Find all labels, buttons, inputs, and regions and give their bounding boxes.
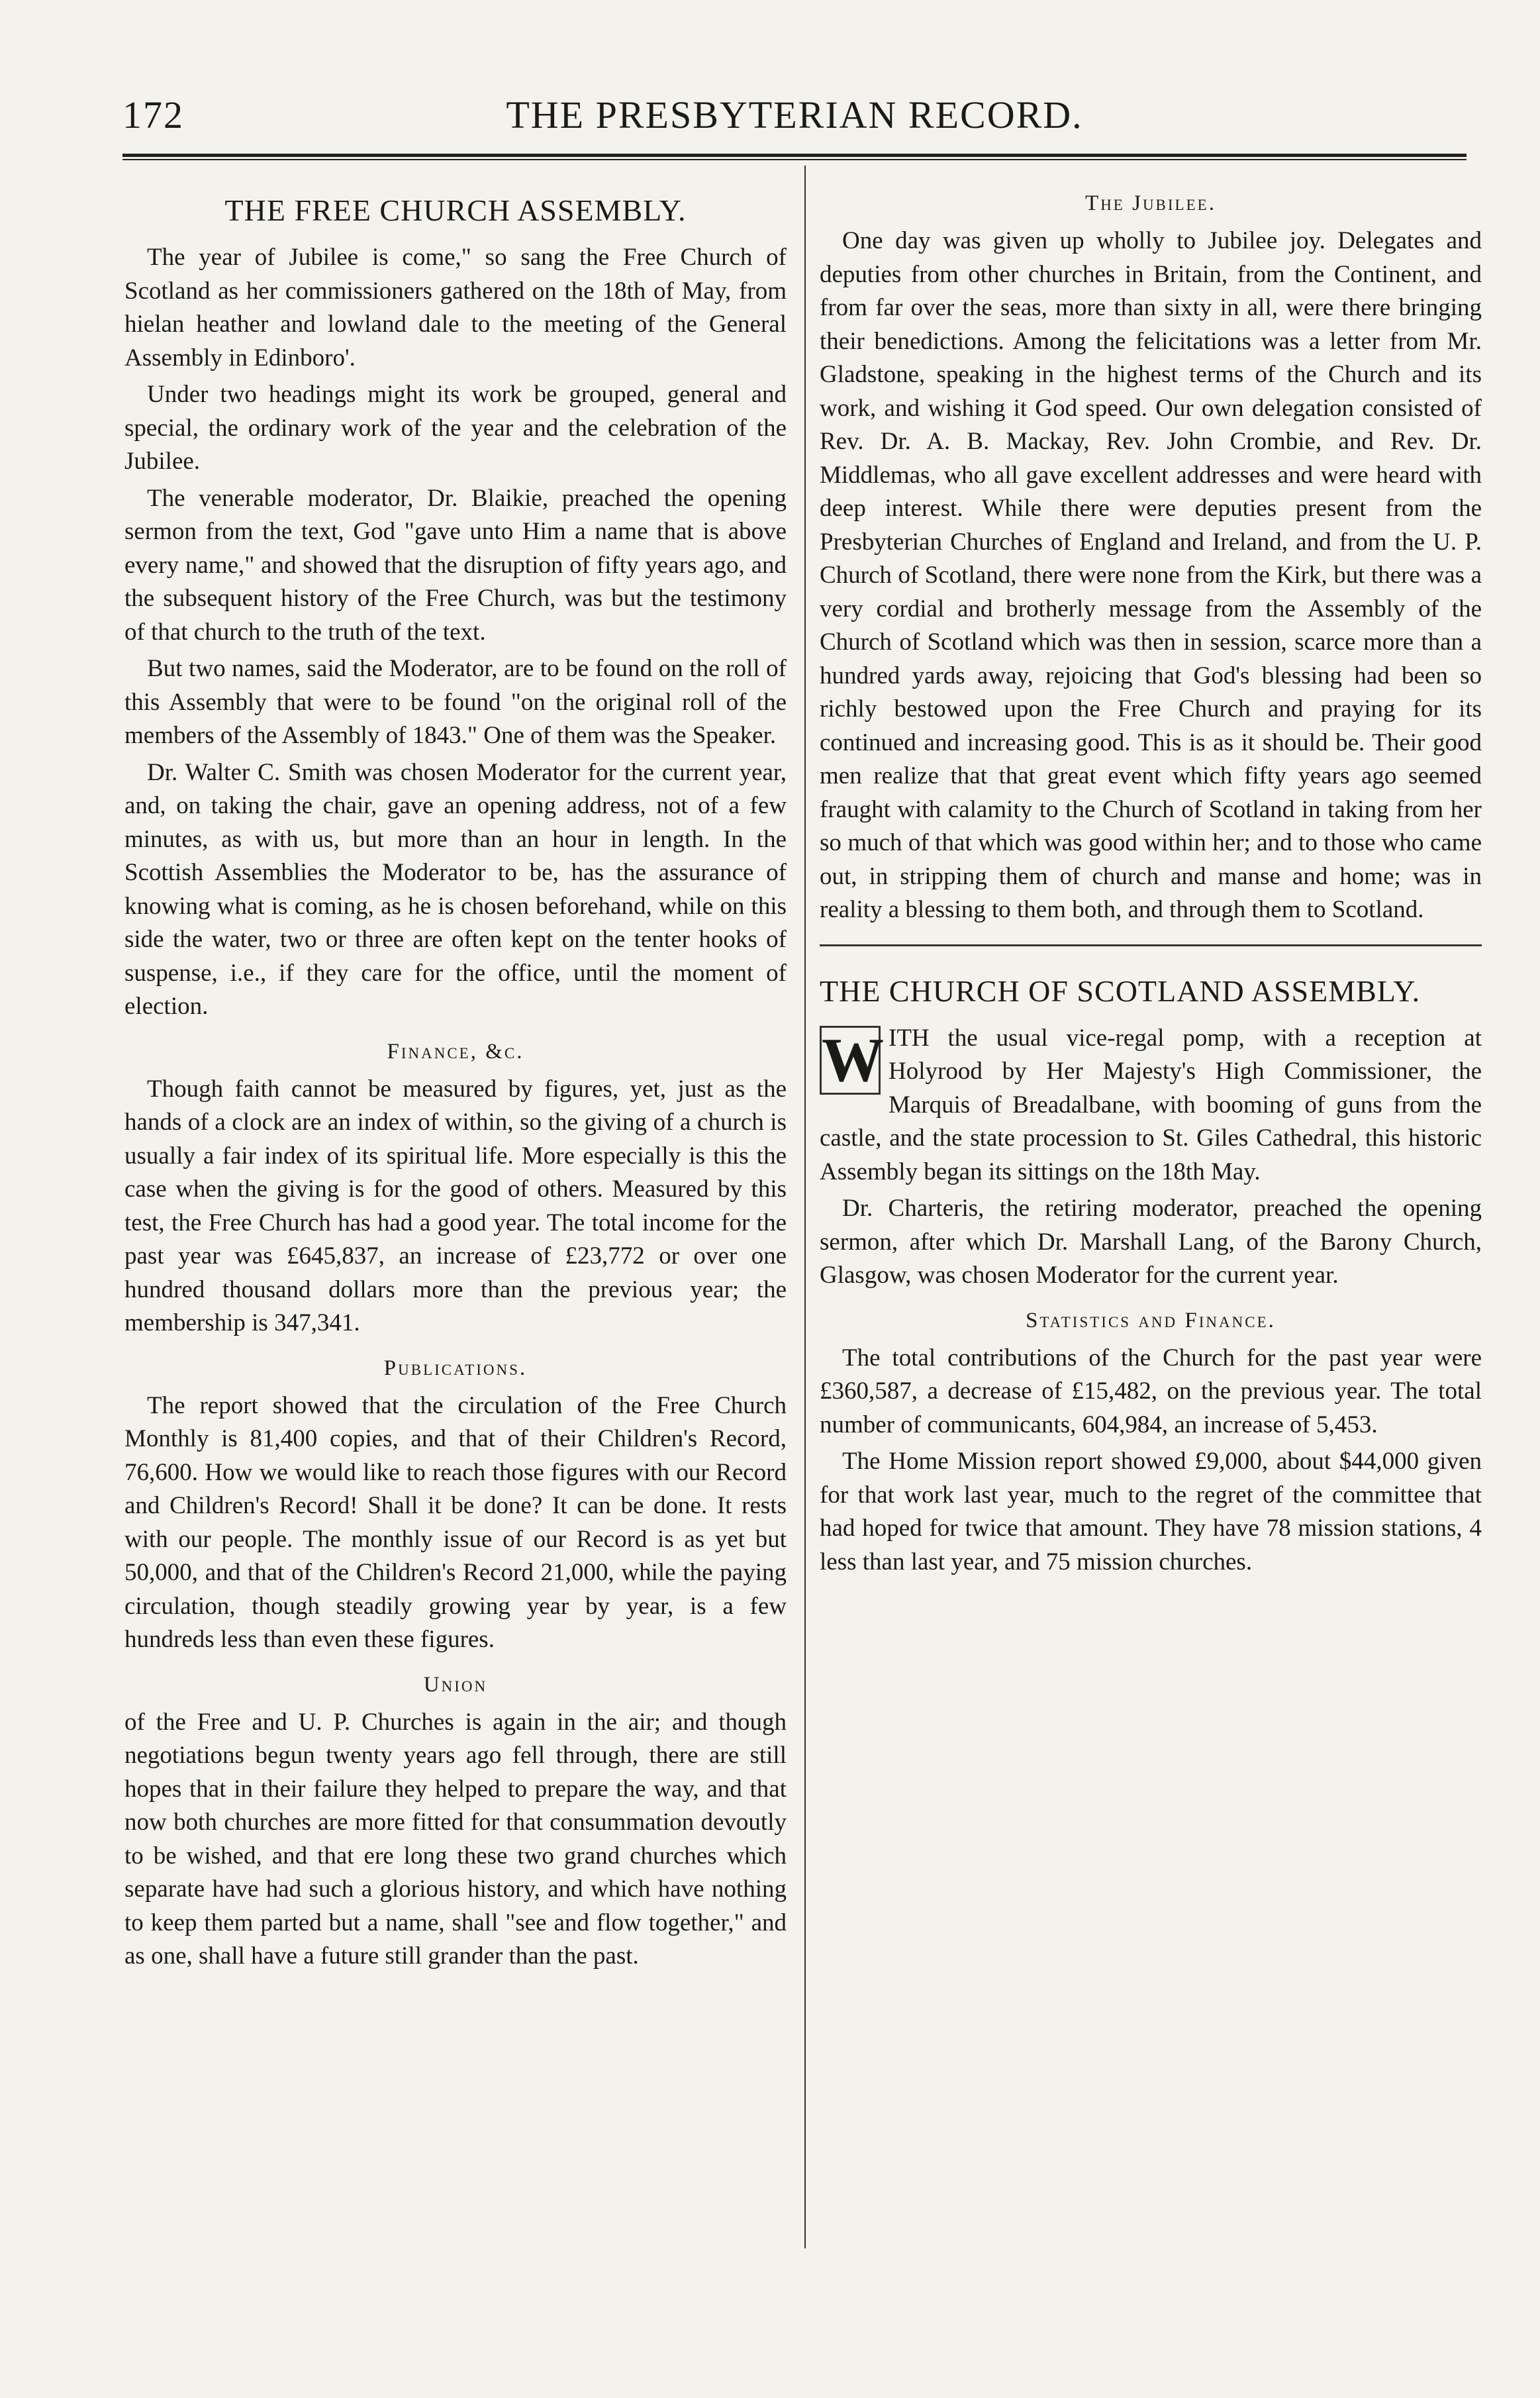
article-divider [820,944,1482,946]
paragraph-home-mission: The Home Mission report showed £9,000, about $44,000 given for that work last year, much to the regret of the committee that had hoped for twice that amount. They have 78 mission stations, 4 less than last year, and 75 mission churches. [820,1448,1482,1575]
paragraph-headings: Under two headings might its work be grouped, general and special, the ordinary work of the year and the celebration of the Jubilee. [124,381,787,475]
section-heading-finance: Finance, &c. [387,1039,524,1064]
paragraph-statistics: The total contributions of the Church for the past year were £360,587, a decrease of £15,482, on the previous year. The total number of communicants, 604,984, an increase of 5,453. [820,1344,1482,1438]
paragraph-jubilee-intro: The year of Jubilee is come," so sang the Free Church of Scotland as her commissioners gathered on the 18th of May, from hielan heather and lowland dale to the meeting of the General Assembly in Edinboro'. [124,244,787,372]
article-title-church-of-scotland: THE CHURCH OF SCOTLAND ASSEMBLY. [820,974,1421,1008]
left-column [124,192,787,1977]
running-title: THE PRESBYTERIAN RECORD. [506,93,1083,136]
drop-cap: W [820,1026,881,1095]
paragraph-moderator: Dr. Walter C. Smith was chosen Moderator for the current year, and, on taking the chair, gave an opening address, not of a few minutes, as with us, but more than an hour in length. In the Scottish Assemblies the Moderator to be, has the assurance of knowing what is coming, as he is chosen beforehand, while on this side the water, two or three are often kept on the tenter hooks of suspense, i.e., if they care for the office, until the moment of election. [124,758,787,1020]
paragraph-finance: Though faith cannot be measured by figures, yet, just as the hands of a clock are an index of within, so the giving of a church is usually a fair index of its spiritual life. More especially is this the case when the giving is for the good of others. Measured by this test, the Free Church has had a good year. The total income for the past year was £645,837, an increase of £23,772 or over one hundred thousand dollars more than the previous year; the membership is 347,341. [124,1075,787,1336]
column-divider [804,166,806,2248]
section-heading-publications: Publications. [383,1356,528,1380]
paragraph-two-names: But two names, said the Moderator, are to be found on the roll of this Assembly that were to be found "on the original roll of the members of the Assembly of 1843." One of them was the Speaker. [124,655,787,749]
paragraph-publications: The report showed that the circulation of the Free Church Monthly is 81,400 copies, and that of their Children's Record, 76,600. How we would like to reach those figures with our Record and Children's Record! Shall it be done? It can be done. It rests with our people. The monthly issue of our Record is as yet but 50,000, and that of the Children's Record 21,000, while the paying circulation, though steadily growing year by year, is a few hundreds less than even these figures. [124,1391,787,1653]
section-heading-jubilee: The Jubilee. [1085,191,1216,215]
paragraph-jubilee: One day was given up wholly to Jubilee joy. Delegates and deputies from other churches in Britain, from the Continent, and from far over the seas, more than sixty in all, were there bringing their benedictions. Among the felicitations was a letter from Mr. Gladstone, speaking in the highest terms of the Church and its work, and wishing it God speed. Our own delegation consisted of Rev. Dr. A. B. Mackay, Rev. John Crombie, and Rev. Dr. Middlemas, who all gave excellent addresses and were heard with deep interest. While there were deputies present from the Presbyterian Churches of England and Ireland, and from the U. P. Church of Scotland, there were none from the Kirk, but there was a very cordial and brotherly message from the Assembly of the Church of Scotland which was then in session, scarce more than a hundred yards away, rejoicing that God's blessing had been so richly bestowed upon the Free Church and praying for its continued and increasing good. This is as it should be. Their good men realize that that great event which fifty years ago seemed fraught with calamity to the Church of Scotland in taking from her so much of that which was good within her; and to those who came out, in stripping them of church and manse and home; was in reality a blessing to them both, and through them to Scotland. [820,227,1482,923]
section-heading-union: Union [423,1672,488,1697]
paragraph-union: of the Free and U. P. Churches is again in the air; and though negotiations begun twenty years ago fell through, there are still hopes that in their failure they helped to prepare the way, and that now both churches are more fitted for that consummation devoutly to be wished, and that ere long these two grand churches which separate have had such a glorious history, and which have nothing to keep them parted but a name, shall "see and flow together," and as one, shall have a future still grander than the past. [124,1708,787,1970]
page-number: 172 [122,93,184,136]
paragraph-charteris: Dr. Charteris, the retiring moderator, preached the opening sermon, after which Dr. Marshall Lang, of the Barony Church, Glasgow, was chosen Moderator for the current year. [820,1195,1482,1289]
paragraph-sermon: The venerable moderator, Dr. Blaikie, preached the opening sermon from the text, God "gave unto Him a name that is above every name," and showed that the disruption of fifty years ago, and the subsequent history of the Free Church, was but the testimony of that church to the truth of the text. [124,484,787,646]
header-rule [122,154,1467,160]
opening-paragraph-block [820,1022,1482,1189]
paragraph-opening: ITH the usual vice-regal pomp, with a reception at Holyrood by Her Majesty's High Commissioner, the Marquis of Breadalbane, with booming of guns from the castle, and the state procession to St. Giles Cathedral, this historic Assembly began its sittings on the 18th May. [820,1024,1482,1185]
page-header [122,93,1467,146]
article-title-free-church: THE FREE CHURCH ASSEMBLY. [224,193,687,227]
section-heading-statistics: Statistics and Finance. [1026,1308,1276,1332]
right-column [820,189,1482,1582]
